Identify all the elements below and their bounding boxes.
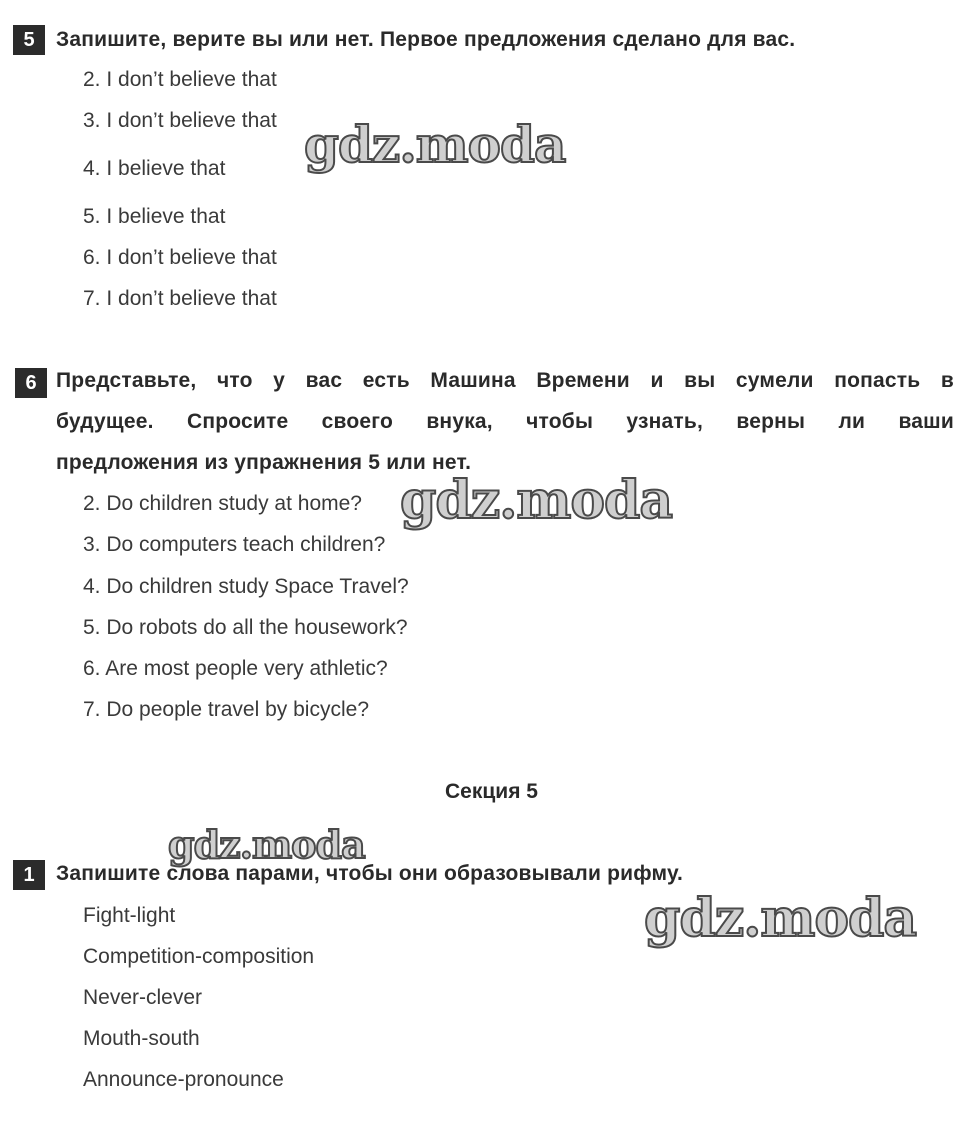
task-1-number-badge: 1 xyxy=(13,860,45,890)
task-6-answer-5: 5. Do robots do all the housework? xyxy=(83,616,408,639)
watermark-logo: gdz.moda xyxy=(168,822,365,867)
task-6-answer-4: 4. Do children study Space Travel? xyxy=(83,575,409,598)
task-5-number-badge: 5 xyxy=(13,25,45,55)
task-1-answer-1: Fight-light xyxy=(83,904,176,927)
task-6-answer-6: 6. Are most people very athletic? xyxy=(83,657,388,680)
section-heading: Секция 5 xyxy=(445,780,538,803)
task-1-title: Запишите слова парами, чтобы они образовывали рифму. xyxy=(56,862,684,885)
task-5-answer-7: 7. I don’t believe that xyxy=(83,287,277,310)
task-5-title: Запишите, верите вы или нет. Первое предложения сделано для вас. xyxy=(56,28,796,51)
task-5-answer-6: 6. I don’t believe that xyxy=(83,246,277,269)
task-1-answer-5: Announce-pronounce xyxy=(83,1068,284,1091)
task-5-answer-2: 2. I don’t believe that xyxy=(83,68,277,91)
task-6-answer-3: 3. Do computers teach children? xyxy=(83,533,386,556)
task-6-title-line-3: предложения из упражнения 5 или нет. xyxy=(56,451,472,474)
task-1-answer-3: Never-clever xyxy=(83,986,203,1009)
task-1-answer-2: Competition-composition xyxy=(83,945,315,968)
watermark-logo: gdz.moda xyxy=(304,115,566,174)
watermark-logo: gdz.moda xyxy=(400,470,673,531)
task-5-answer-5: 5. I believe that xyxy=(83,205,226,228)
task-5-answer-3: 3. I don’t believe that xyxy=(83,109,277,132)
task-6-answer-7: 7. Do people travel by bicycle? xyxy=(83,698,369,721)
task-5-answer-4: 4. I believe that xyxy=(83,157,226,180)
watermark-logo: gdz.moda xyxy=(644,888,917,949)
task-1-answer-4: Mouth-south xyxy=(83,1027,200,1050)
task-6-number-badge: 6 xyxy=(15,368,47,398)
task-6-answer-2: 2. Do children study at home? xyxy=(83,492,362,515)
task-6-title-line-2: будущее. Спросите своего внука, чтобы узнать, верны ли ваши xyxy=(56,410,954,433)
task-6-title-line-1: Представьте, что у вас есть Машина Времени и вы сумели попасть в xyxy=(56,369,954,392)
